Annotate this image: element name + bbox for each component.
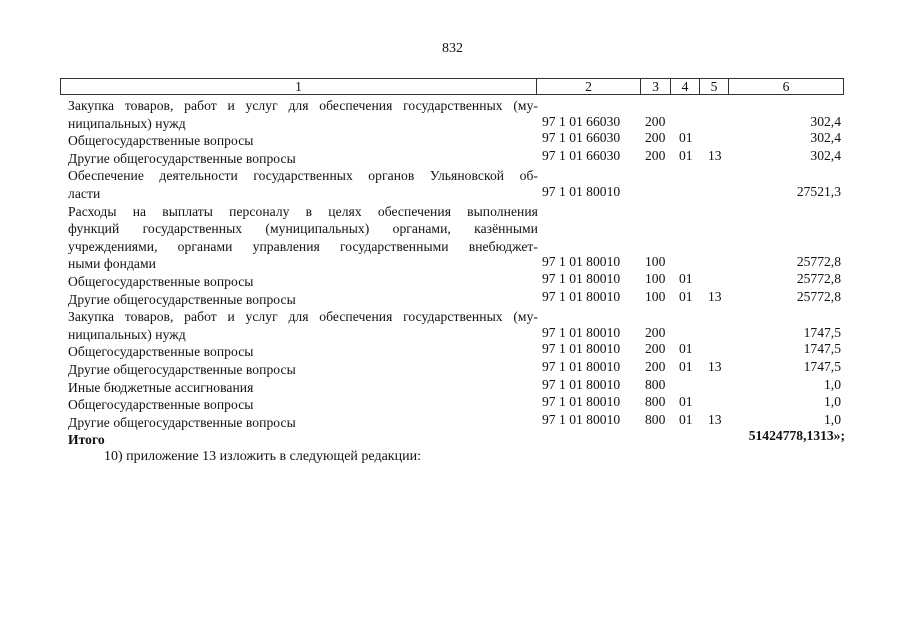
row-name-line: функций государственных (муниципальных) органами, казёнными bbox=[68, 221, 538, 237]
row-name-line: Иные бюджетные ассигнования bbox=[68, 379, 254, 395]
row-col4: 01 bbox=[679, 359, 693, 374]
row-col4: 01 bbox=[679, 130, 693, 146]
page-number: 832 bbox=[442, 41, 463, 56]
row-code: 97 1 01 80010 bbox=[542, 288, 621, 304]
column-header-6: 6 bbox=[782, 79, 790, 94]
column-header-1: 1 bbox=[61, 79, 537, 94]
row-name-line: Общегосударственные вопросы bbox=[68, 133, 254, 149]
row-col3: 200 bbox=[645, 147, 666, 163]
row-col3: 200 bbox=[645, 341, 666, 357]
row-name-line: ниципальных) нужд bbox=[68, 326, 186, 342]
row-code: 97 1 01 80010 bbox=[542, 184, 621, 199]
row-amount: 27521,3 bbox=[796, 184, 841, 199]
row-col3: 200 bbox=[645, 130, 666, 146]
row-code: 97 1 01 80010 bbox=[542, 324, 621, 340]
row-code: 97 1 01 80010 bbox=[542, 254, 621, 270]
row-col3: 800 bbox=[645, 394, 666, 410]
row-amount: 25772,8 bbox=[796, 254, 841, 270]
row-name-line: Обеспечение деятельности государственных органов Ульяновской об- bbox=[68, 168, 538, 184]
row-code: 97 1 01 66030 bbox=[542, 147, 621, 163]
total-amount: 51424778,1313»; bbox=[748, 428, 845, 444]
row-amount: 1747,5 bbox=[803, 341, 841, 357]
row-col3: 200 bbox=[645, 113, 666, 129]
row-name-line: Расходы на выплаты персоналу в целях обеспечения выполнения bbox=[68, 203, 538, 219]
row-code: 97 1 01 80010 bbox=[542, 411, 621, 427]
row-name-line: ласти bbox=[68, 186, 101, 201]
row-col4: 01 bbox=[679, 147, 693, 163]
row-amount: 1747,5 bbox=[803, 359, 841, 374]
row-code: 97 1 01 66030 bbox=[542, 113, 621, 129]
row-col5: 13 bbox=[708, 411, 722, 427]
row-name-line: Закупка товаров, работ и услуг для обеспечения государственных (му- bbox=[68, 98, 538, 113]
row-col3: 100 bbox=[645, 254, 666, 270]
row-name-line: Другие общегосударственные вопросы bbox=[68, 291, 296, 307]
row-amount: 302,4 bbox=[810, 130, 841, 146]
row-col3: 200 bbox=[645, 359, 666, 374]
row-name-line: Общегосударственные вопросы bbox=[68, 274, 254, 289]
row-col5: 13 bbox=[708, 288, 722, 304]
row-col3: 800 bbox=[645, 411, 666, 427]
row-name-line: ными фондами bbox=[68, 256, 156, 272]
row-amount: 1,0 bbox=[824, 411, 841, 427]
column-header-5: 5 bbox=[700, 79, 729, 94]
row-code: 97 1 01 80010 bbox=[542, 359, 621, 374]
row-amount: 302,4 bbox=[810, 113, 841, 129]
row-amount: 302,4 bbox=[810, 147, 841, 163]
row-name-line: Закупка товаров, работ и услуг для обеспечения государственных (му- bbox=[68, 309, 538, 325]
row-col4: 01 bbox=[679, 341, 693, 357]
amendment-text: 10) приложение 13 изложить в следующей редакции: bbox=[104, 449, 421, 464]
row-col4: 01 bbox=[679, 411, 693, 427]
row-col3: 100 bbox=[645, 288, 666, 304]
row-col4: 01 bbox=[679, 271, 693, 286]
row-col5: 13 bbox=[708, 359, 722, 374]
row-amount: 1,0 bbox=[824, 394, 841, 410]
column-header-2: 2 bbox=[537, 79, 641, 94]
row-code: 97 1 01 80010 bbox=[542, 394, 621, 410]
row-name-line: Другие общегосударственные вопросы bbox=[68, 362, 296, 377]
row-col3: 200 bbox=[645, 324, 666, 340]
row-col4: 01 bbox=[679, 288, 693, 304]
row-name-line: ниципальных) нужд bbox=[68, 115, 186, 131]
row-col5: 13 bbox=[708, 147, 722, 163]
row-amount: 25772,8 bbox=[796, 271, 841, 286]
column-header-3: 3 bbox=[641, 79, 671, 94]
row-col4: 01 bbox=[679, 394, 693, 410]
row-name-line: Общегосударственные вопросы bbox=[68, 397, 254, 413]
row-code: 97 1 01 80010 bbox=[542, 376, 621, 392]
column-header-4: 4 bbox=[671, 79, 700, 94]
row-name-line: Другие общегосударственные вопросы bbox=[68, 414, 296, 430]
row-col3: 800 bbox=[645, 376, 666, 392]
total-label: Итого bbox=[68, 432, 105, 448]
row-code: 97 1 01 66030 bbox=[542, 130, 621, 146]
row-code: 97 1 01 80010 bbox=[542, 341, 621, 357]
row-amount: 25772,8 bbox=[796, 288, 841, 304]
row-amount: 1747,5 bbox=[803, 324, 841, 340]
row-col3: 100 bbox=[645, 271, 666, 286]
row-code: 97 1 01 80010 bbox=[542, 271, 621, 286]
row-name-line: учреждениями, органами управления государственными внебюджет- bbox=[68, 238, 538, 254]
row-name-line: Общегосударственные вопросы bbox=[68, 344, 254, 360]
row-name-line: Другие общегосударственные вопросы bbox=[68, 150, 296, 166]
row-amount: 1,0 bbox=[824, 376, 841, 392]
